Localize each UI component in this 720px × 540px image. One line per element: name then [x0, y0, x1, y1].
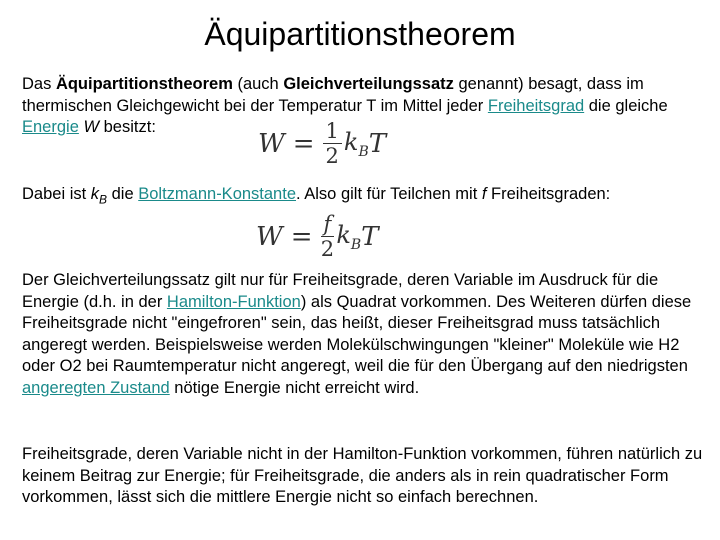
k-subscript: B	[99, 192, 108, 207]
text: (auch	[232, 75, 284, 93]
temperature-symbol: T	[361, 221, 379, 252]
fraction-numerator: f	[323, 212, 332, 236]
text: Freiheitsgraden:	[486, 185, 611, 203]
fraction-denominator: 2	[325, 144, 339, 168]
k-subscript: B	[350, 236, 362, 253]
link-energie[interactable]: Energie	[22, 118, 79, 136]
formula-equals: =	[292, 128, 315, 159]
formula-equals: =	[290, 221, 313, 252]
k-subscript: B	[358, 143, 369, 160]
link-angeregter-zustand[interactable]: angeregten Zustand	[22, 378, 170, 397]
formula-f-degrees	[256, 213, 379, 260]
formula-fraction	[321, 213, 335, 260]
bold-term: Gleichverteilungssatz	[283, 75, 454, 93]
fraction-numerator: 1	[325, 119, 339, 143]
variable-f: f	[481, 185, 487, 203]
variable-w: W	[83, 118, 100, 136]
bold-term: Äquipartitionstheorem	[55, 75, 233, 93]
link-freiheitsgrad[interactable]: Freiheitsgrad	[487, 96, 585, 115]
paragraph-conditions	[22, 270, 712, 399]
text: genannt) besagt, dass im thermischen Gleichgewicht bei der Temperatur T im Mittel jeder	[22, 75, 644, 115]
link-hamilton-funktion[interactable]: Hamilton-Funktion	[166, 292, 301, 311]
page-title: Äquipartitionstheorem	[204, 16, 516, 52]
text: nötige Energie nicht erreicht wird.	[169, 378, 420, 397]
k-symbol: k	[90, 185, 100, 203]
k-symbol: k	[336, 220, 351, 249]
boltzmann-symbol	[336, 221, 361, 253]
k-symbol: k	[343, 127, 359, 156]
text: ) als Quadrat vorkommen. Des Weiteren dürfen diese Freiheitsgrade nicht "eingefroren" sein, das heißt, dieser Freiheitsgrad muss tatsächlich angeregt werden. Beispielsweise werden Molekülschwingungen "kleiner" Moleküle wie H2 oder O2 bei Raumtemperatur nicht angeregt, weil die für den Übergang auf den niedrigsten	[22, 292, 692, 375]
text: die gleiche	[584, 96, 668, 115]
text: Das	[22, 75, 56, 93]
fraction-denominator: 2	[320, 237, 335, 261]
text: Der Gleichverteilungssatz gilt nur für Freiheitsgrade, deren Variable im Ausdruck für die Energie (d.h. in der	[22, 271, 659, 311]
boltzmann-symbol	[344, 128, 369, 160]
paragraph-nonquadratic: Freiheitsgrade, deren Variable nicht in der Hamilton-Funktion vorkommen, führen natürlich zu keinem Beitrag zur Energie; für Freiheitsgrade, die anders als in rein quadratischer Form vorkommen, lässt sich die mittlere Energie nicht so einfach berechnen.	[22, 445, 703, 506]
formula-lhs: W	[256, 221, 283, 252]
formula-fraction	[323, 120, 342, 167]
text: besitzt:	[99, 118, 156, 136]
text: Dabei ist	[22, 185, 91, 203]
formula-lhs: W	[258, 128, 285, 159]
text: die	[107, 185, 139, 203]
link-boltzmann-konstante[interactable]: Boltzmann-Konstante	[138, 185, 296, 203]
temperature-symbol: T	[368, 128, 387, 159]
text: . Also gilt für Teilchen mit	[296, 185, 482, 203]
paragraph-boltzmann	[22, 184, 712, 211]
formula-equipartition	[258, 120, 386, 167]
